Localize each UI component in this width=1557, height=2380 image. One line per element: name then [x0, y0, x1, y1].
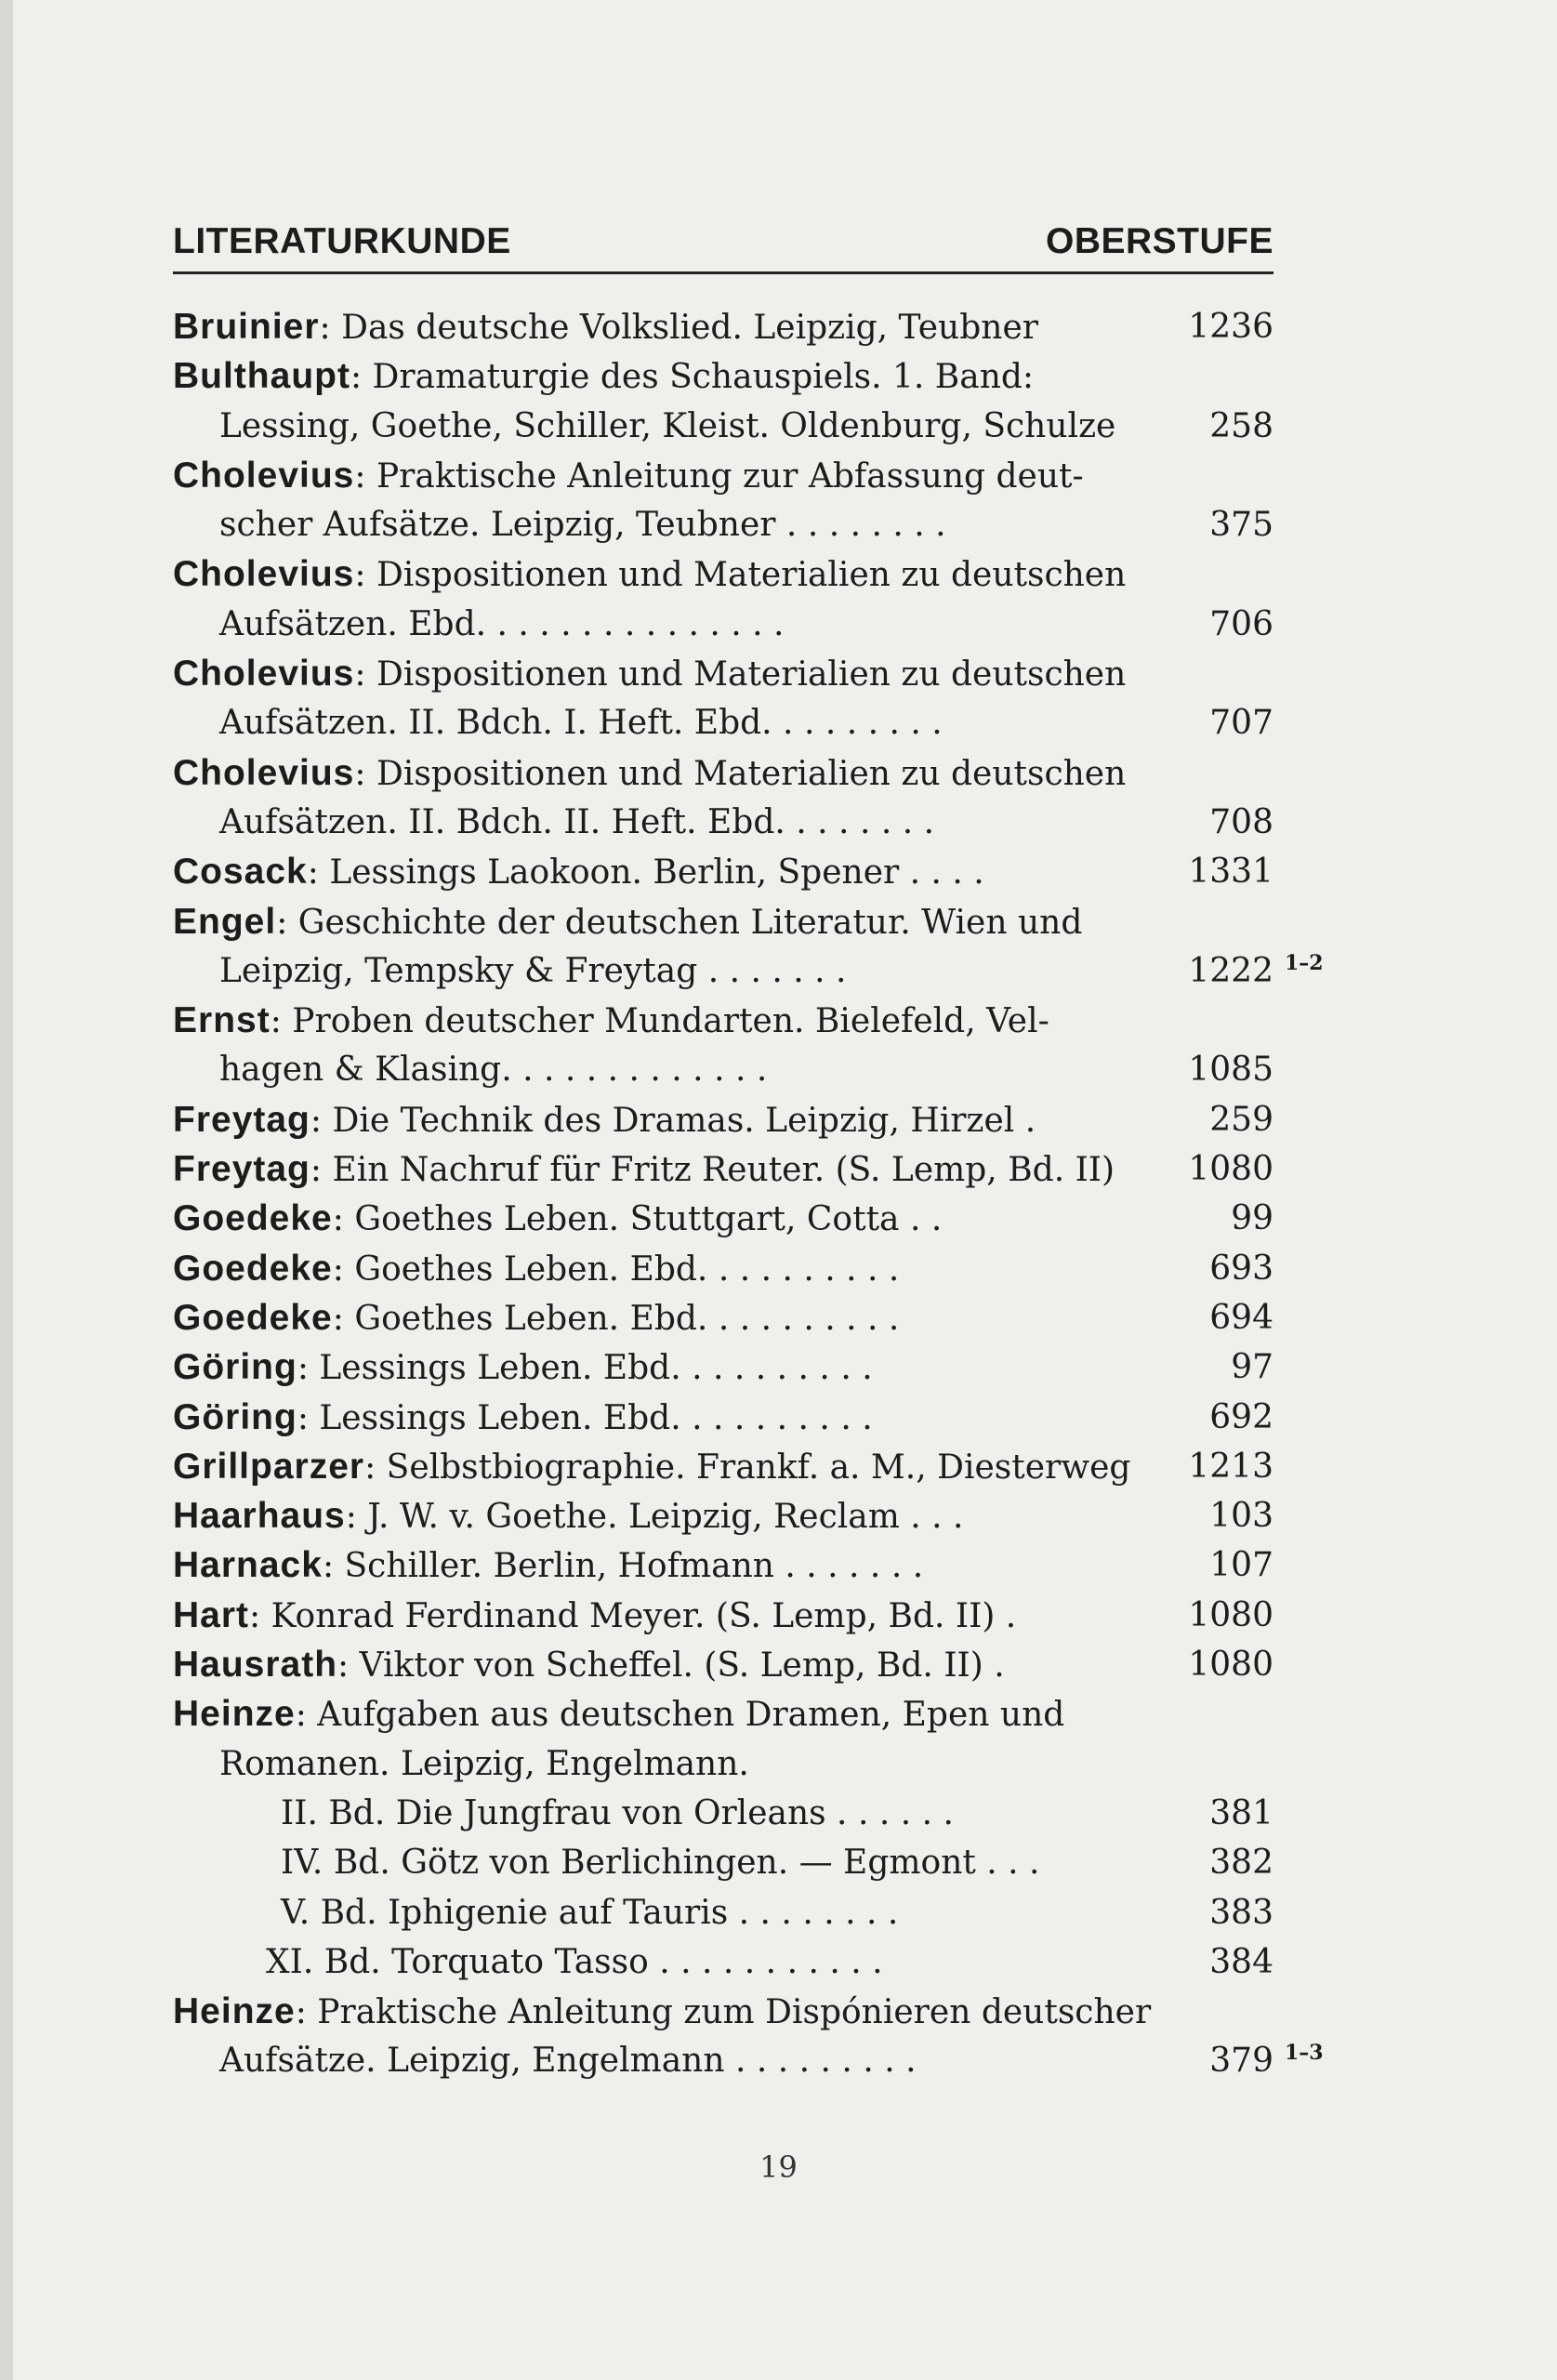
header-left: LITERATURKUNDE [173, 221, 511, 261]
entry-text: : Goethes Leben. Stuttgart, Cotta . . [332, 1200, 943, 1239]
entry-number: 694 [1209, 1298, 1273, 1337]
entry-line [173, 1293, 1273, 1342]
entry-line [173, 1095, 1273, 1144]
entry-number: 1236 [1188, 308, 1273, 346]
entry-text: Aufsätzen. II. Bdch. I. Heft. Ebd. . . . . . . . . [219, 704, 943, 743]
entry-author: Freytag [173, 1149, 310, 1190]
page-number: 19 [759, 2149, 798, 2185]
entry-text: Aufsätzen. II. Bdch. II. Heft. Ebd. . . . . . . . [219, 802, 935, 841]
entry-text: Aufsätzen. Ebd. . . . . . . . . . . . . . . [219, 604, 785, 643]
entry-line [173, 1640, 1273, 1689]
entry-line [173, 1987, 1273, 2036]
entry-author: Göring [173, 1347, 297, 1388]
entry-line [173, 649, 1273, 698]
entry-line [173, 1442, 1273, 1491]
header-rule [173, 271, 1273, 274]
entry-author: Hart [173, 1594, 250, 1635]
page-header [173, 221, 1273, 262]
entry-number: 693 [1209, 1249, 1273, 1288]
entry-line [173, 1244, 1273, 1293]
entry-number: 384 [1209, 1942, 1273, 1981]
entry-author: Cholevius [173, 654, 355, 694]
entry-text: : Lessings Laokoon. Berlin, Spener . . . . [307, 853, 984, 892]
entry-author: Ernst [173, 1000, 270, 1041]
entry-continuation-line [173, 402, 1273, 451]
entry-line [173, 351, 1273, 401]
entry-text: : Praktische Anleitung zur Abfassung deut- [354, 456, 1084, 496]
entry-number: 706 [1209, 604, 1273, 643]
entry-author: Goedeke [173, 1248, 333, 1289]
entry-text: : Das deutsche Volkslied. Leipzig, Teubner [319, 309, 1038, 347]
entry-author: Harnack [173, 1545, 323, 1586]
entry-author: Hausrath [173, 1645, 338, 1686]
entry-text: Leipzig, Tempsky & Freytag . . . . . . . [219, 951, 847, 990]
entry-author: Heinze [173, 1694, 296, 1735]
entry-number: 692 [1209, 1397, 1273, 1436]
entry-text: : Praktische Anleitung zum Dispónieren deutscher [295, 1993, 1152, 2032]
entry-text: Romanen. Leipzig, Engelmann. [219, 1744, 749, 1783]
entry-continuation-line [173, 946, 1324, 996]
entry-number: 107 [1209, 1546, 1273, 1585]
entry-continuation-line [173, 1789, 1273, 1838]
entry-number: 1080 [1188, 1150, 1273, 1189]
entry-number: 258 [1209, 406, 1273, 445]
entry-number: 1080 [1188, 1595, 1273, 1634]
entry-text: V. Bd. Iphigenie auf Tauris . . . . . . . . [281, 1893, 899, 1932]
entry-text: : Schiller. Berlin, Hofmann . . . . . . . [322, 1547, 924, 1586]
entry-text: : Lessings Leben. Ebd. . . . . . . . . . [297, 1398, 873, 1437]
page-edge-shadow [0, 0, 13, 2380]
entry-text: II. Bd. Die Jungfrau von Orleans . . . . . . [281, 1793, 954, 1832]
entry-text: XI. Bd. Torquato Tasso . . . . . . . . . . . [266, 1942, 883, 1981]
entry-text: : Dispositionen und Materialien zu deutschen [354, 754, 1127, 793]
entry-continuation-line [173, 1937, 1273, 1987]
entry-line [173, 1689, 1273, 1739]
entry-number: 103 [1209, 1497, 1273, 1536]
entry-number: 1222 [1188, 951, 1273, 990]
entry-line [173, 1491, 1273, 1540]
entry-line [173, 1194, 1273, 1243]
entry-continuation-line [173, 1888, 1273, 1937]
entry-text: : Ein Nachruf für Fritz Reuter. (S. Lemp, Bd. II) [310, 1151, 1115, 1190]
entry-number: 1085 [1188, 1051, 1273, 1090]
entry-continuation-line [173, 2036, 1324, 2085]
entry-author: Freytag [173, 1099, 310, 1140]
entry-author: Cosack [173, 852, 308, 892]
entry-text: : Dramaturgie des Schauspiels. 1. Band: [350, 358, 1035, 397]
entry-text: : Goethes Leben. Ebd. . . . . . . . . . [332, 1250, 900, 1289]
entry-author: Cholevius [173, 455, 355, 496]
entry-number: 259 [1209, 1100, 1273, 1139]
entry-number: 381 [1209, 1793, 1273, 1832]
entry-line [173, 1342, 1273, 1392]
entry-continuation-line [173, 1838, 1273, 1887]
entry-line [173, 1144, 1273, 1194]
entry-line [173, 847, 1273, 896]
entry-author: Haarhaus [173, 1496, 346, 1537]
entry-line [173, 897, 1273, 946]
entry-text: Lessing, Goethe, Schiller, Kleist. Oldenburg, Schulze [219, 406, 1116, 445]
entry-number: 97 [1231, 1348, 1273, 1387]
entry-author: Grillparzer [173, 1446, 365, 1487]
entry-line [173, 549, 1273, 599]
entry-continuation-line [173, 1739, 1273, 1789]
entry-continuation-line [173, 500, 1273, 549]
entry-text: Aufsätze. Leipzig, Engelmann . . . . . . . . . [219, 2042, 917, 2081]
entry-author: Göring [173, 1396, 297, 1437]
entry-text: : Goethes Leben. Ebd. . . . . . . . . . [332, 1299, 900, 1338]
entry-text: : Viktor von Scheffel. (S. Lemp, Bd. II) . [337, 1646, 1005, 1686]
entry-line [173, 451, 1273, 500]
entry-margin-mark: 1–3 [1285, 2041, 1324, 2066]
entry-continuation-line [173, 1045, 1273, 1094]
entry-continuation-line [173, 698, 1273, 747]
entry-text: : Die Technik des Dramas. Leipzig, Hirzel . [310, 1101, 1036, 1140]
entry-text: : Geschichte der deutschen Literatur. Wien und [276, 903, 1083, 942]
entry-text: : Selbstbiographie. Frankf. a. M., Diesterweg [364, 1448, 1131, 1487]
entry-number: 375 [1209, 506, 1273, 545]
entry-author: Goedeke [173, 1198, 333, 1239]
entry-text: : Dispositionen und Materialien zu deutschen [354, 556, 1127, 595]
entry-text: : Aufgaben aus deutschen Dramen, Epen und [295, 1696, 1065, 1735]
entry-text: : Proben deutscher Mundarten. Bielefeld, Vel- [270, 1002, 1049, 1041]
entry-author: Cholevius [173, 752, 355, 793]
entry-text: : J. W. v. Goethe. Leipzig, Reclam . . . [345, 1498, 964, 1537]
entry-continuation-line [173, 798, 1273, 847]
entry-continuation-line [173, 600, 1273, 649]
entry-number: 382 [1209, 1844, 1273, 1883]
entry-author: Goedeke [173, 1297, 333, 1338]
entry-text: : Lessings Leben. Ebd. . . . . . . . . . [297, 1349, 873, 1388]
entry-line [173, 748, 1273, 798]
entry-line [173, 996, 1273, 1045]
entry-author: Engel [173, 901, 277, 942]
entry-author: Heinze [173, 1991, 296, 2032]
header-right: OBERSTUFE [1045, 221, 1273, 261]
entry-text: scher Aufsätze. Leipzig, Teubner . . . . . . . . [219, 506, 946, 545]
entry-text: hagen & Klasing. . . . . . . . . . . . . [219, 1051, 768, 1090]
entry-author: Cholevius [173, 554, 355, 595]
entry-number: 1080 [1188, 1646, 1273, 1685]
entry-number: 1213 [1188, 1447, 1273, 1486]
entry-number: 379 [1209, 2042, 1273, 2081]
entry-number: 383 [1209, 1893, 1273, 1932]
entry-line [173, 1540, 1273, 1590]
bibliography-list [173, 302, 1324, 2086]
entry-line [173, 302, 1273, 351]
entry-number: 1331 [1188, 853, 1273, 892]
entry-margin-mark: 1–2 [1285, 950, 1324, 975]
entry-number: 707 [1209, 704, 1273, 743]
entry-text: : Dispositionen und Materialien zu deutschen [354, 655, 1127, 694]
entry-line [173, 1393, 1273, 1442]
entry-text: IV. Bd. Götz von Berlichingen. — Egmont . . . [281, 1844, 1040, 1883]
entry-text: : Konrad Ferdinand Meyer. (S. Lemp, Bd. II) . [249, 1596, 1017, 1635]
entry-author: Bruinier [173, 307, 320, 347]
entry-number: 99 [1231, 1199, 1273, 1238]
entry-line [173, 1591, 1273, 1640]
entry-author: Bulthaupt [173, 356, 350, 397]
entry-number: 708 [1209, 802, 1273, 841]
